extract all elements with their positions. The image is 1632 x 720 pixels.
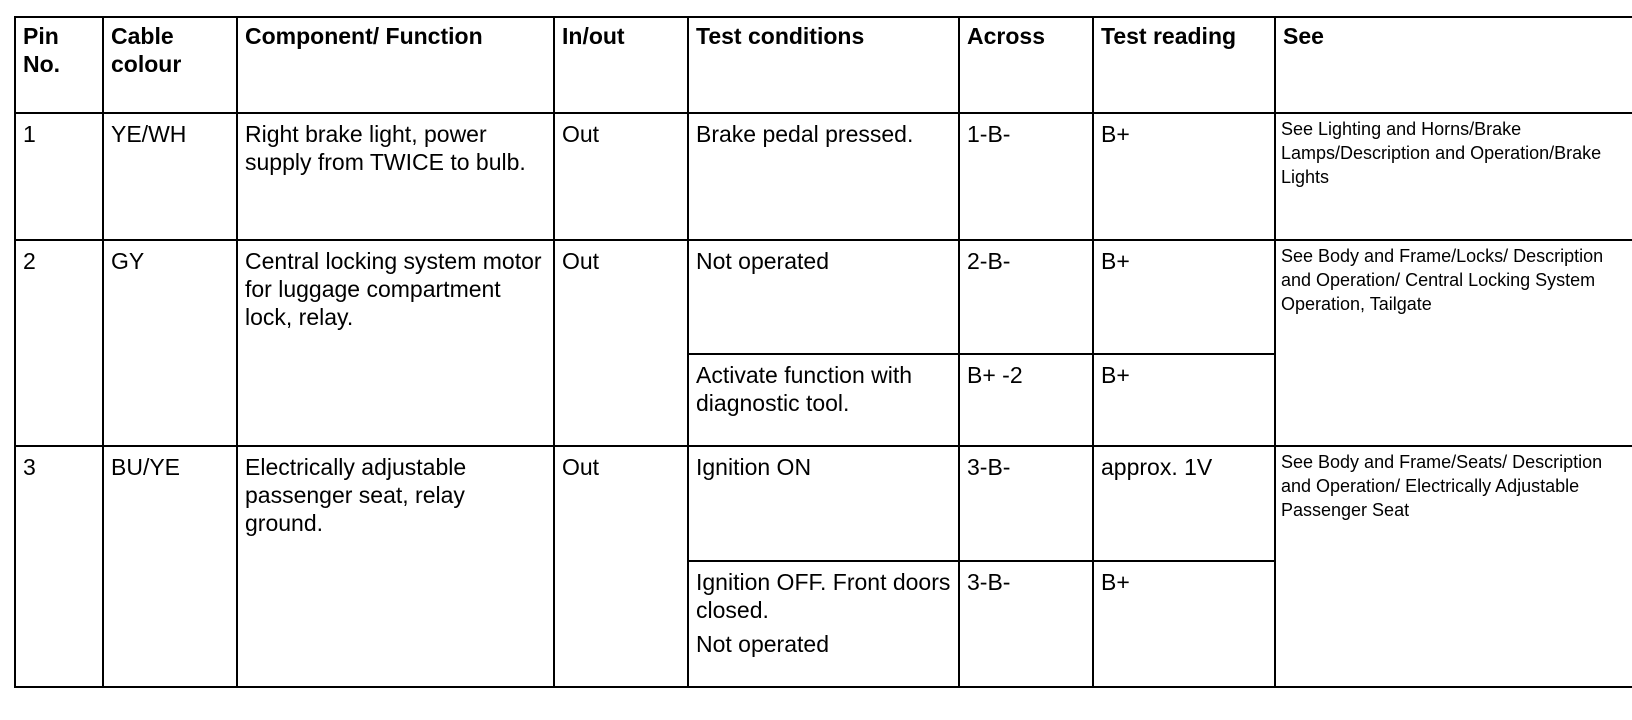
pin-number: 2 [15, 240, 103, 446]
condition-text: Not operated [696, 631, 829, 657]
header-pin: Pin No. [15, 17, 103, 113]
in-out: Out [554, 113, 688, 240]
test-reading: B+ [1093, 240, 1275, 354]
header-in-out: In/out [554, 17, 688, 113]
condition-text: Brake pedal pressed. [696, 121, 914, 147]
in-out: Out [554, 240, 688, 446]
condition-text: Ignition OFF. Front doors closed. [696, 569, 951, 623]
table-row [15, 113, 1632, 240]
across: 1-B- [959, 113, 1093, 240]
cable-colour: GY [103, 240, 237, 446]
component-function: Electrically adjustable passenger seat, relay ground. [237, 446, 554, 687]
test-conditions [688, 561, 959, 687]
pin-test-table [14, 16, 1632, 688]
pin-number: 3 [15, 446, 103, 687]
across: 3-B- [959, 446, 1093, 561]
see-reference: See Body and Frame/Seats/ Description and Operation/ Electrically Adjustable Passenger Seat [1275, 446, 1632, 687]
across: B+ -2 [959, 354, 1093, 446]
component-function: Central locking system motor for luggage compartment lock, relay. [237, 240, 554, 446]
header-test-reading: Test reading [1093, 17, 1275, 113]
pin-table-sheet [14, 16, 1632, 688]
test-reading: B+ [1093, 561, 1275, 687]
see-reference: See Body and Frame/Locks/ Description and Operation/ Central Locking System Operation, Tailgate [1275, 240, 1632, 446]
cable-colour: YE/WH [103, 113, 237, 240]
header-row [15, 17, 1632, 113]
pin-number: 1 [15, 113, 103, 240]
in-out: Out [554, 446, 688, 687]
header-cable-colour: Cable colour [103, 17, 237, 113]
test-conditions [688, 113, 959, 240]
condition-text: Activate function with diagnostic tool. [696, 362, 913, 416]
condition-text: Not operated [696, 248, 829, 274]
header-component: Component/ Function [237, 17, 554, 113]
cable-colour: BU/YE [103, 446, 237, 687]
header-see: See [1275, 17, 1632, 113]
header-test-conditions: Test conditions [688, 17, 959, 113]
test-conditions [688, 240, 959, 354]
see-reference: See Lighting and Horns/Brake Lamps/Description and Operation/Brake Lights [1275, 113, 1632, 240]
test-reading: B+ [1093, 354, 1275, 446]
header-across: Across [959, 17, 1093, 113]
test-conditions [688, 446, 959, 561]
table-row [15, 240, 1632, 354]
table-row [15, 446, 1632, 561]
test-reading: B+ [1093, 113, 1275, 240]
test-conditions [688, 354, 959, 446]
across: 2-B- [959, 240, 1093, 354]
component-function: Right brake light, power supply from TWICE to bulb. [237, 113, 554, 240]
condition-text: Ignition ON [696, 454, 812, 480]
across: 3-B- [959, 561, 1093, 687]
test-reading: approx. 1V [1093, 446, 1275, 561]
